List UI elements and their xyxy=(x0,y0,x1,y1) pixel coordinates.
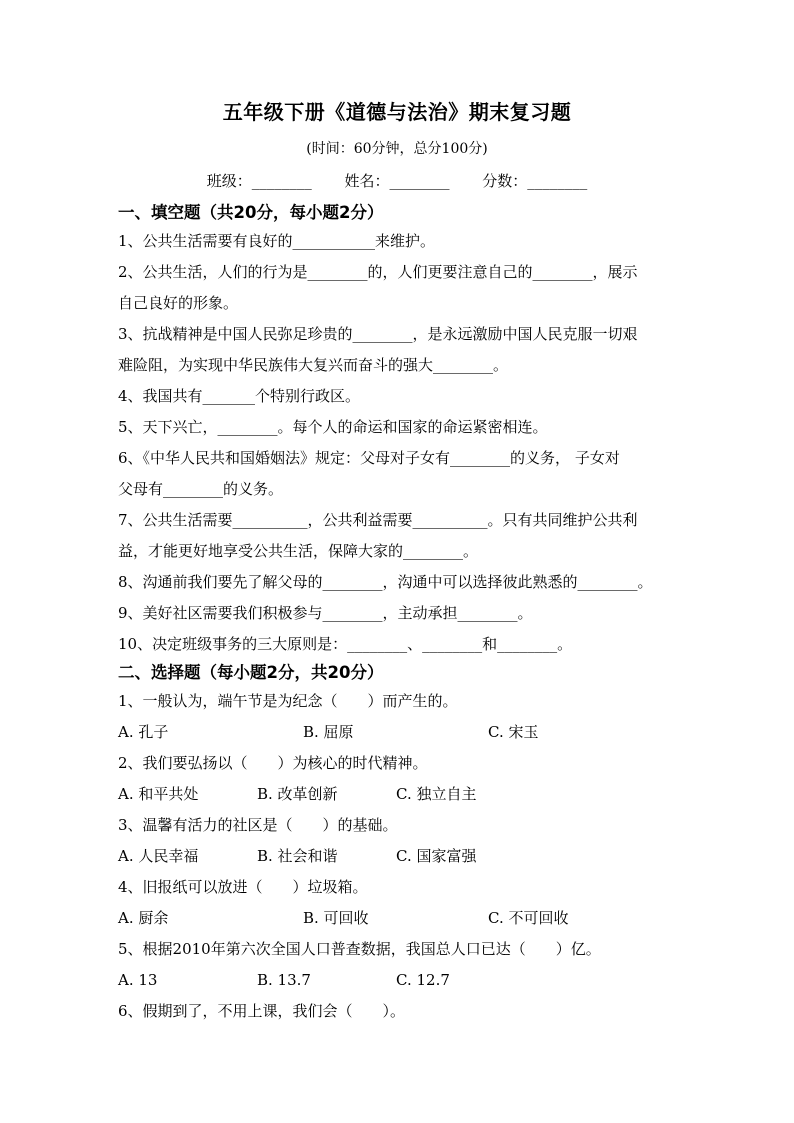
choice-options xyxy=(118,841,682,872)
choice-question-stem: 2、我们要弘扬以（ ）为核心的时代精神。 xyxy=(118,754,428,772)
fill-question-line: 10、决定班级事务的三大原则是：________、________和________。 xyxy=(118,635,573,653)
option-c: C. 国家富强 xyxy=(396,847,477,865)
student-info-row xyxy=(0,170,794,191)
choice-options xyxy=(118,779,682,810)
fill-question-line: 益，才能更好地享受公共生活，保障大家的________。 xyxy=(118,542,479,560)
fill-question-line: 难险阻，为实现中华民族伟大复兴而奋斗的强大________。 xyxy=(118,356,509,374)
fill-question-line: 8、沟通前我们要先了解父母的________，沟通中可以选择彼此熟悉的________。 xyxy=(118,573,653,591)
fill-question-line: 4、我国共有_______个特别行政区。 xyxy=(118,387,361,405)
score-field: 分数：________ xyxy=(482,172,588,190)
choice-question-stem: 4、旧报纸可以放进（ ）垃圾箱。 xyxy=(118,878,368,896)
fill-question-line: 2、公共生活，人们的行为是________的，人们更要注意自己的________，展示 xyxy=(118,263,638,281)
fill-question-line: 1、公共生活需要有良好的___________来维护。 xyxy=(118,232,436,250)
fill-question-line: 9、美好社区需要我们积极参与________，主动承担________。 xyxy=(118,604,533,622)
choice-question-stem: 5、根据2010年第六次全国人口普查数据，我国总人口已达（ ）亿。 xyxy=(118,940,601,958)
fill-question-line: 6、《中华人民共和国婚姻法》规定：父母对子女有________的义务， 子女对 xyxy=(118,449,620,467)
option-a: A. 厨余 xyxy=(118,909,169,927)
option-c: C. 独立自主 xyxy=(396,785,477,803)
choice-question-stem: 1、一般认为，端午节是为纪念（ ）而产生的。 xyxy=(118,692,458,710)
fill-question-line: 3、抗战精神是中国人民弥足珍贵的________，是永远激励中国人民克服一切艰 xyxy=(118,325,638,343)
option-b: B. 可回收 xyxy=(303,909,369,927)
option-c: C. 不可回收 xyxy=(488,909,569,927)
page-title: 五年级下册《道德与法治》期末复习题 xyxy=(222,100,572,124)
option-b: B. 社会和谐 xyxy=(257,847,338,865)
choice-question-stem: 3、温馨有活力的社区是（ ）的基础。 xyxy=(118,816,398,834)
option-a: A. 和平共处 xyxy=(118,785,199,803)
choice-options xyxy=(118,717,682,748)
option-c: C. 宋玉 xyxy=(488,723,539,741)
option-b: B. 屈原 xyxy=(303,723,354,741)
option-a: A. 人民幸福 xyxy=(118,847,199,865)
name-field: 姓名：________ xyxy=(344,172,450,190)
exam-content xyxy=(118,200,682,1027)
choice-options xyxy=(118,903,682,934)
choice-options xyxy=(118,965,682,996)
choice-question-stem: 6、假期到了，不用上课，我们会（ ）。 xyxy=(118,1002,406,1020)
option-a: A. 孔子 xyxy=(118,723,169,741)
section-choice-heading: 二、选择题（每小题2分，共20分） xyxy=(118,663,384,682)
fill-question-line: 自己良好的形象。 xyxy=(118,294,239,312)
option-b: B. 13.7 xyxy=(257,971,311,989)
section-fill-blank-heading: 一、填空题（共20分，每小题2分） xyxy=(118,203,384,222)
fill-question-line: 父母有________的义务。 xyxy=(118,480,284,498)
option-c: C. 12.7 xyxy=(396,971,450,989)
option-b: B. 改革创新 xyxy=(257,785,338,803)
exam-time-note: (时间：60分钟，总分100分) xyxy=(306,141,488,157)
option-a: A. 13 xyxy=(118,971,158,989)
fill-question-line: 5、天下兴亡，________。每个人的命运和国家的命运紧密相连。 xyxy=(118,418,548,436)
class-field: 班级：________ xyxy=(206,172,312,190)
fill-question-line: 7、公共生活需要__________，公共利益需要__________。只有共同维护公共利 xyxy=(118,511,638,529)
